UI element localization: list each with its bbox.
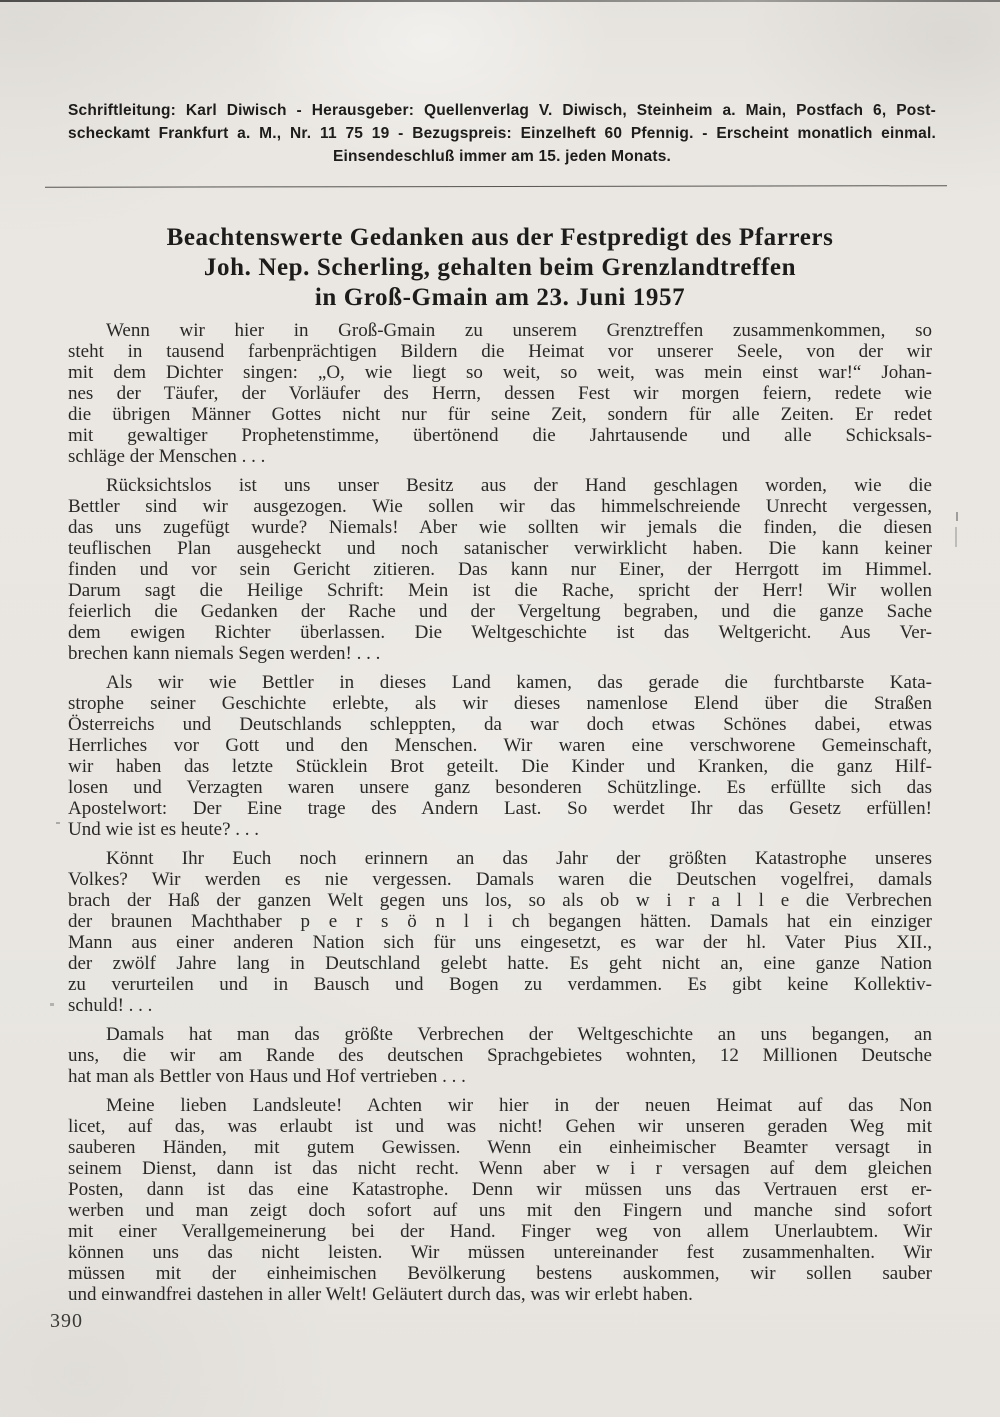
text-line: strophe seiner Geschichte erlebte, als wir dieses namenlose Elend über die Straßen [68, 693, 932, 714]
article-body [68, 320, 932, 1313]
text-line: dem ewigen Richter überlassen. Die Weltgeschichte ist das Weltgericht. Aus Ver- [68, 622, 932, 643]
text-line: seinem Dienst, dann ist das nicht recht. Wenn aber w i r versagen auf dem gleichen [68, 1158, 932, 1179]
text-line: teuflischen Plan ausgeheckt und noch satanischer verwirklicht haben. Die kann keiner [68, 538, 932, 559]
masthead-line: Schriftleitung: Karl Diwisch - Herausgeber: Quellenverlag V. Diwisch, Steinheim a. Main, Postfach 6, Post- [68, 102, 936, 119]
text-line: wir haben das letzte Stücklein Brot geteilt. Die Kinder und Kranken, die ganz Hilf- [68, 756, 932, 777]
paragraph [68, 848, 932, 1016]
text-line: Österreichs und Deutschlands schleppten, da war doch etwas Schönes dabei, etwas [68, 714, 932, 735]
text-line: licet, auf das, was erlaubt ist und was nicht! Gehen wir unseren geraden Weg mit [68, 1116, 932, 1137]
text-line: nes der Täufer, der Vorläufer des Herrn, dessen Fest wir morgen feiern, redete wie [68, 383, 932, 404]
text-line: und einwandfrei dastehen in aller Welt! Geläutert durch das, was wir erlebt haben. [68, 1284, 693, 1305]
text-line: feierlich die Gedanken der Rache und der Vergeltung begraben, und die ganze Sache [68, 601, 932, 622]
text-line: schuld! . . . [68, 995, 153, 1016]
text-line: werben und man zeigt doch sofort auf uns mit den Fingern und manche sind sofort [68, 1200, 932, 1221]
text-line: Damals hat man das größte Verbrechen der Weltgeschichte an uns begangen, an [106, 1024, 932, 1045]
text-line: mit dem Dichter singen: „O, wie liegt so weit, so weit, was mein einst war!“ Johan- [68, 362, 932, 383]
masthead [68, 99, 936, 168]
text-line: Bettler sind wir ausgezogen. Wie sollen wir das himmelschreiende Unrecht vergessen, [68, 496, 932, 517]
text-line: Volkes? Wir werden es nie vergessen. Damals waren die Deutschen vogelfrei, damals [68, 869, 932, 890]
text-line: Und wie ist es heute? . . . [68, 819, 260, 840]
text-line: der braunen Machthaber p e r s ö n l i ch begangen hätten. Damals hat ein einziger [68, 911, 932, 932]
text-line: mit gewaltiger Prophetenstimme, übertönend die Jahrtausende und alle Schicksals- [68, 425, 932, 446]
text-line: Herrliches vor Gott und den Menschen. Wir waren eine verschworene Gemeinschaft, [68, 735, 932, 756]
paragraph [68, 1095, 932, 1305]
text-line: Apostelwort: Der Eine trage des Andern Last. So werdet Ihr das Gesetz erfüllen! [68, 798, 932, 819]
scan-margin-artifact [955, 527, 957, 547]
text-line: steht in tausend farbenprächtigen Bildern die Heimat vor unserer Seele, von der wir [68, 341, 932, 362]
article-title [40, 223, 960, 313]
scan-speck-artifact [50, 1003, 54, 1006]
paragraph [68, 475, 932, 664]
text-line: losen und Verzagten waren unsere ganz besonderen Schützlinge. Es erfüllte sich das [68, 777, 932, 798]
masthead-line: Einsendeschluß immer am 15. jeden Monats. [332, 148, 672, 165]
text-line: hat man als Bettler von Haus und Hof vertrieben . . . [68, 1066, 466, 1087]
text-line: sauberen Händen, mit gutem Gewissen. Wenn ein einheimischer Beamter versagt in [68, 1137, 932, 1158]
text-line: Könnt Ihr Euch noch erinnern an das Jahr der größten Katastrophe unseres [106, 848, 932, 869]
page-number: 390 [50, 1310, 83, 1332]
scan-edge-artifact [0, 0, 1000, 2]
text-line: zu verurteilen und in Bausch und Bogen zu verdammen. Es gibt keine Kollektiv- [68, 974, 932, 995]
text-line: uns, die wir am Rande des deutschen Sprachgebietes wohnten, 12 Millionen Deutsche [68, 1045, 932, 1066]
divider-rule [45, 185, 947, 188]
paragraph [68, 320, 932, 467]
text-line: müssen mit der einheimischen Bevölkerung bestens auskommen, wir sollen sauber [68, 1263, 932, 1284]
text-line: brach der Haß der ganzen Welt gegen uns los, so als ob w i r a l l e die Verbrechen [68, 890, 932, 911]
text-line: schläge der Menschen . . . [68, 446, 266, 467]
article-title-line: in Groß-Gmain am 23. Juni 1957 [314, 284, 686, 311]
article-title-line: Joh. Nep. Scherling, gehalten beim Grenzlandtreffen [203, 254, 797, 281]
scan-speck-artifact [56, 822, 60, 824]
text-line: Posten, dann ist das eine Katastrophe. Denn wir müssen uns das Vertrauen erst er- [68, 1179, 932, 1200]
text-line: Darum sagt die Heilige Schrift: Mein ist die Rache, spricht der Herr! Wir wollen [68, 580, 932, 601]
text-line: der zwölf Jahre lang in Deutschland gelebt hatte. Es geht nicht an, eine ganze Nation [68, 953, 932, 974]
text-line: Als wir wie Bettler in dieses Land kamen, das gerade die furchtbarste Kata- [106, 672, 932, 693]
text-line: Meine lieben Landsleute! Achten wir hier in der neuen Heimat auf das Non [106, 1095, 932, 1116]
article-title-line: Beachtenswerte Gedanken aus der Festpredigt des Pfarrers [166, 224, 834, 251]
masthead-line: scheckamt Frankfurt a. M., Nr. 11 75 19 - Bezugspreis: Einzelheft 60 Pfennig. - Erscheint monatlich einmal. [68, 125, 936, 142]
paragraph [68, 672, 932, 840]
text-line: Mann aus einer anderen Nation sich für uns eingesetzt, es war der hl. Vater Pius XII., [68, 932, 932, 953]
text-line: Rücksichtslos ist uns unser Besitz aus der Hand geschlagen worden, wie die [106, 475, 932, 496]
scan-margin-artifact [956, 512, 958, 521]
text-line: die übrigen Männer Gottes nicht nur für seine Zeit, sondern für alle Zeiten. Er redet [68, 404, 932, 425]
text-line: finden und vor sein Gericht zitieren. Das kann nur Einer, der Herrgott im Himmel. [68, 559, 932, 580]
text-line: brechen kann niemals Segen werden! . . . [68, 643, 381, 664]
paragraph [68, 1024, 932, 1087]
text-line: können uns das nicht leisten. Wir müssen untereinander fest zusammenhalten. Wir [68, 1242, 932, 1263]
text-line: Wenn wir hier in Groß-Gmain zu unserem Grenztreffen zusammenkommen, so [106, 320, 932, 341]
text-line: das uns zugefügt wurde? Niemals! Aber wie sollten wir jemals die finden, die diesen [68, 517, 932, 538]
text-line: mit einer Verallgemeinerung bei der Hand. Finger weg von allem Unerlaubtem. Wir [68, 1221, 932, 1242]
